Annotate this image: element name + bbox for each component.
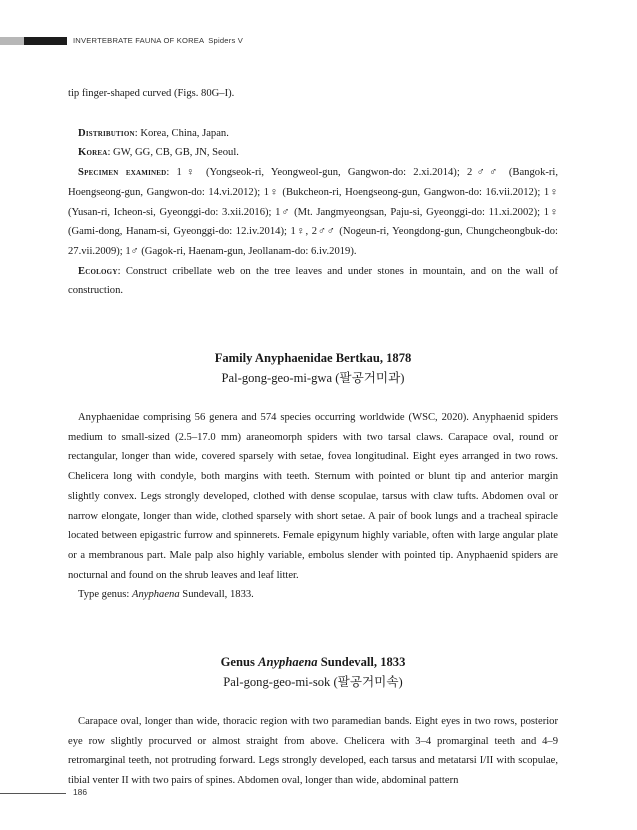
ecology-label: Ecology [78,265,118,277]
family-title: Family Anyphaenidae Bertkau, 1878 [214,351,412,366]
distribution-paragraph [68,124,558,144]
specimen-label: Specimen examined [78,167,167,179]
footer-rule [0,793,66,794]
distribution-text: : Korea, China, Japan. [134,127,229,139]
page-body [68,84,558,791]
page-number: 186 [73,787,87,797]
genus-description: Carapace oval, longer than wide, thoracic region with two paramedian bands. Eight eyes in two rows, posterior eye row slightly procurved or almost straight from above. Chelicera with 3‒4 promarginal teeth and 4‒9 retromarginal teeth, not protruding forward. Legs strongly developed, each tarsus and metatarsi I/II with scopulae, tibial venter II with two pairs of spines. Abdomen oval, longer than wide, abdominal pattern [68,716,558,787]
header-bar-dark [24,37,67,45]
header-volume: Spiders V [208,36,244,45]
continuation-text: tip finger-shaped curved (Figs. 80G‒I). [68,88,235,99]
running-header [73,36,243,45]
specimen-text: : 1♀ (Yongseok-ri, Yeongweol-gun, Gangwon-do: 2.xi.2014); 2♂♂ (Bangok-ri, Hoengseong-gun, Gangwon-do: 14.vi.2012); 1♀ (Bukcheon-ri, Hoengseong-gun, Gangwon-do: 16.vii.2012); 1♀ (Yusan-ri, Icheon-si, Gyeonggi-do: 3.xii.2016); 1♂ (Mt. Jangmyeongsan, Paju-si, Gyeonggi-do: 11.xi.2002); 1♀ (Gami-dong, Hanam-si, Gyeonggi-do: 12.iv.2014); 1♀, 2♂♂ (Nogeun-ri, Yeongdong-gun, Chungcheongbuk-do: 27.vii.2009); 1♂ (Gagok-ri, Haenam-gun, Jeollanam-do: 6.iv.2019). [68,167,559,257]
type-genus-suffix: Sundevall, 1833. [179,589,254,601]
header-bar [0,37,67,45]
family-korean-name: Pal-gong-geo-mi-gwa (팔공거미과) [221,371,405,386]
type-genus [68,585,558,605]
family-description: Anyphaenidae comprising 56 genera and 574 species occurring worldwide (WSC, 2020). Anyphaenid spiders medium to small-sized (2.5‒17.0 mm) araneomorph spiders with two tarsal claws. Carapace oval, round or rectangular, longer than wide, covered sparsely with setae, fovea longitudinal. Eight eyes arranged in two rows. Chelicera long with condyle, both margins with teeth. Sternum with pointed or blunt tip and anterior margin slightly convex. Legs strongly developed, clothed with dense scopulae, tarsus with claw tufts. Abdomen oval or narrow elongate, longer than wide, clothed sparsely with short setae. A pair of book lungs and a tracheal spiracle located between epigastric furrow and spinnerets. Female epigynum highly variable, often with large angular plate or a membranous part. Male palp also highly variable, embolus slender with pointed tip. Anyphaenid spiders are nocturnal and found on the shrub leaves and leaf litter. [68,412,558,581]
korea-label: Korea [78,147,108,159]
ecology-paragraph [68,262,558,301]
korea-paragraph [68,143,558,163]
ecology-text: : Construct cribellate web on the tree leaves and under stones in mountain, and on the wall of construction. [68,265,558,297]
distribution-label: Distribution [78,127,135,139]
korea-text: : GW, GG, CB, GB, JN, Seoul. [107,147,239,159]
genus-title-name: Anyphaena [258,655,318,670]
specimen-paragraph [68,163,558,262]
genus-title-prefix: Genus [220,655,259,670]
genus-title-suffix: Sundevall, 1833 [317,655,406,670]
header-bar-light [0,37,24,45]
genus-title [68,652,558,672]
type-genus-prefix: Type genus: [78,589,132,601]
type-genus-name: Anyphaena [131,589,180,601]
genus-korean-name: Pal-gong-geo-mi-sok (팔공거미속) [223,675,403,690]
header-series: INVERTEBRATE FAUNA OF KOREA [73,36,205,45]
